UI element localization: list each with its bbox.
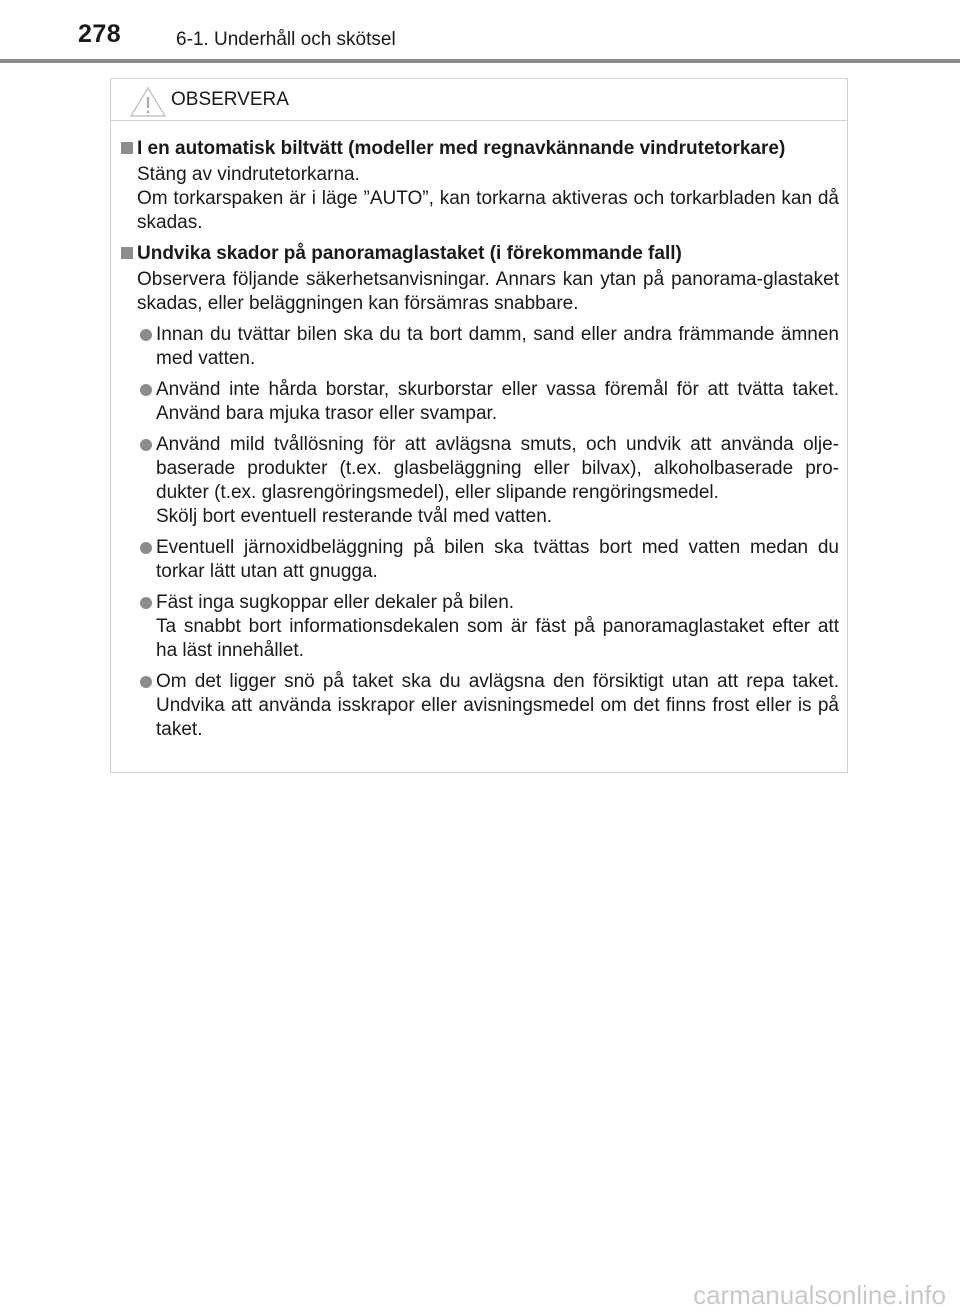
list-item: Använd mild tvållösning för att avlägsna smuts, och undvik att använda olje-baserade produkter (t.ex. glasbeläggning eller bilvax), alkoholbaserade pro-dukter (t.ex. glasrengöringsmedel), eller slipande rengöringsmedel. Skölj bort eventuell resterande tvål med vatten. xyxy=(119,433,839,529)
round-bullet-icon xyxy=(140,439,152,451)
list-item: Använd inte hårda borstar, skurborstar eller vassa föremål för att tvätta taket. Använd bara mjuka trasor eller svampar. xyxy=(119,378,839,426)
page-header xyxy=(0,0,960,64)
section-title: 6-1. Underhåll och skötsel xyxy=(176,29,396,50)
list-item: Fäst inga sugkoppar eller dekaler på bilen. Ta snabbt bort informationsdekalen som är fäst på panoramaglastaket efter att ha läst innehållet. xyxy=(119,591,839,663)
section-heading: I en automatisk biltvätt (modeller med regnavkännande vindrutetorkare) xyxy=(119,137,839,161)
square-bullet-icon xyxy=(121,142,133,154)
round-bullet-icon xyxy=(140,384,152,396)
square-bullet-icon xyxy=(121,247,133,259)
caution-header xyxy=(111,79,847,121)
page-footer xyxy=(0,1276,960,1311)
round-bullet-icon xyxy=(140,542,152,554)
caution-label: OBSERVERA xyxy=(171,89,289,110)
section-paragraph: Stäng av vindrutetorkarna. Om torkarspaken är i läge ”AUTO”, kan torkarna aktiveras och torkarbladen kan då skadas. xyxy=(137,164,839,233)
list-item: Innan du tvättar bilen ska du ta bort damm, sand eller andra främmande ämnen med vatten. xyxy=(119,323,839,371)
section-heading: Undvika skador på panoramaglastaket (i förekommande fall) xyxy=(119,242,839,266)
header-rule xyxy=(0,59,960,63)
caution-box xyxy=(110,78,848,773)
warning-triangle-icon xyxy=(129,86,167,118)
list-item: Eventuell järnoxidbeläggning på bilen ska tvättas bort med vatten medan du torkar lätt utan att gnugga. xyxy=(119,536,839,584)
watermark: carmanualsonline.info xyxy=(693,1280,946,1310)
section-paragraph: Observera följande säkerhetsanvisningar. Annars kan ytan på panorama-glastaket skadas, eller beläggningen kan försämras snabbare. xyxy=(137,269,839,314)
list-item: Om det ligger snö på taket ska du avlägsna den försiktigt utan att repa taket. Undvika att använda isskrapor eller avisningsmedel om det finns frost eller is på taket. xyxy=(119,670,839,742)
round-bullet-icon xyxy=(140,597,152,609)
page-number: 278 xyxy=(78,20,122,48)
round-bullet-icon xyxy=(140,676,152,688)
round-bullet-icon xyxy=(140,329,152,341)
caution-content xyxy=(111,121,847,742)
